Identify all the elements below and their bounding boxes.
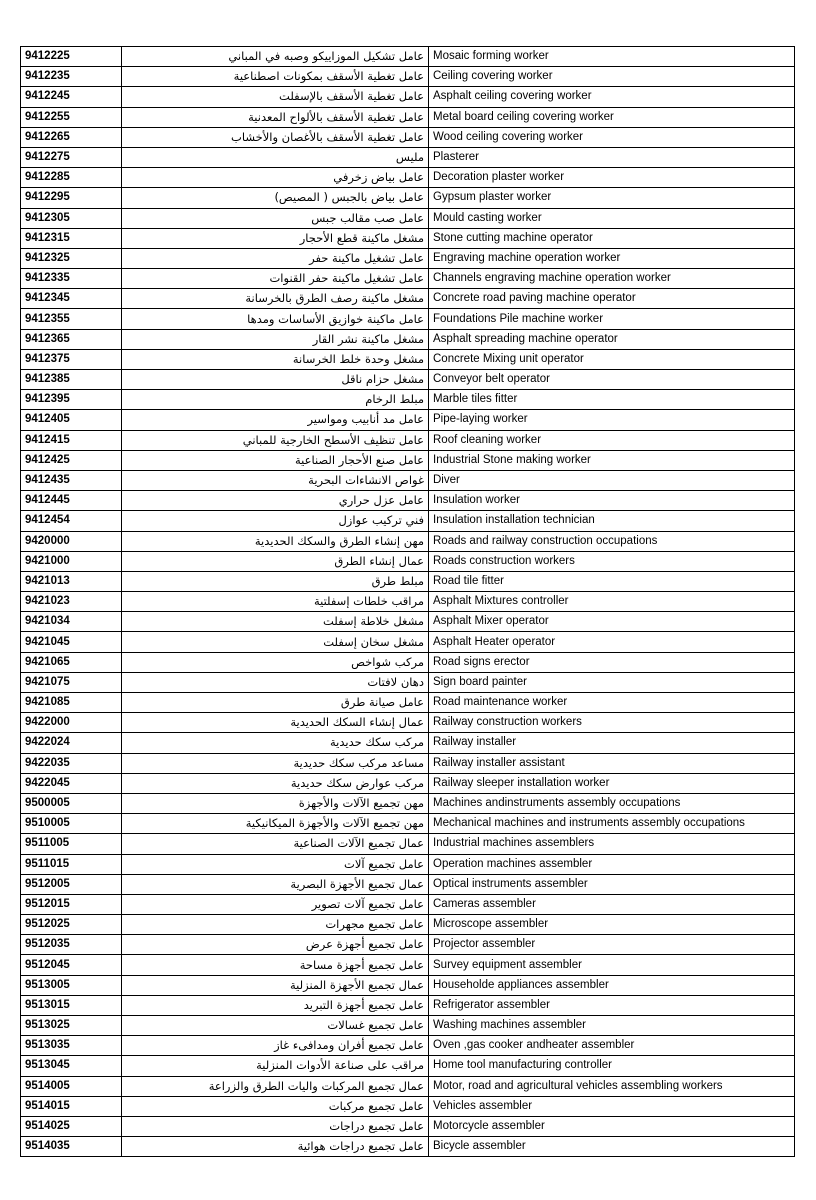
occupation-code: 9421023 (21, 592, 122, 612)
occupation-title-english: Marble tiles fitter (429, 390, 795, 410)
occupation-code: 9412345 (21, 289, 122, 309)
occupation-code: 9412325 (21, 248, 122, 268)
occupation-title-arabic: مشغل حزام ناقل (122, 370, 429, 390)
occupation-title-arabic: عامل تجميع أجهزة عرض (122, 935, 429, 955)
occupation-code: 9513035 (21, 1036, 122, 1056)
table-row (21, 713, 795, 733)
occupation-title-english: Washing machines assembler (429, 1016, 795, 1036)
occupation-title-arabic: عامل عزل حراري (122, 491, 429, 511)
table-row (21, 995, 795, 1015)
occupation-title-english: Engraving machine operation worker (429, 248, 795, 268)
occupation-code: 9412395 (21, 390, 122, 410)
occupation-title-english: Foundations Pile machine worker (429, 309, 795, 329)
table-row (21, 349, 795, 369)
occupation-title-english: Asphalt Heater operator (429, 632, 795, 652)
occupation-title-arabic: مراقب على صناعة الأدوات المنزلية (122, 1056, 429, 1076)
occupation-title-english: Insulation worker (429, 491, 795, 511)
occupation-title-english: Diver (429, 470, 795, 490)
occupation-title-english: Railway installer assistant (429, 753, 795, 773)
occupation-title-english: Roof cleaning worker (429, 430, 795, 450)
table-row (21, 1016, 795, 1036)
occupation-title-english: Motorcycle assembler (429, 1116, 795, 1136)
occupation-title-arabic: عمال تجميع الآلات الصناعية (122, 834, 429, 854)
occupation-title-arabic: مبلط الرخام (122, 390, 429, 410)
occupation-title-arabic: عامل صب مقالب جبس (122, 208, 429, 228)
occupation-title-arabic: عامل تجميع أجهزة التبريد (122, 995, 429, 1015)
table-row (21, 1096, 795, 1116)
occupation-code: 9412375 (21, 349, 122, 369)
occupation-title-english: Projector assembler (429, 935, 795, 955)
occupation-code: 9514015 (21, 1096, 122, 1116)
table-row (21, 1076, 795, 1096)
occupation-code: 9412225 (21, 47, 122, 67)
table-row (21, 854, 795, 874)
occupation-title-english: Cameras assembler (429, 894, 795, 914)
table-row (21, 1137, 795, 1157)
occupation-code: 9412445 (21, 491, 122, 511)
occupation-title-arabic: مراقب خلطات إسفلتية (122, 592, 429, 612)
table-row (21, 793, 795, 813)
occupation-code: 9511015 (21, 854, 122, 874)
occupation-title-english: Asphalt ceiling covering worker (429, 87, 795, 107)
occupation-title-arabic: عامل تجميع آلات (122, 854, 429, 874)
occupation-title-arabic: عامل ماكينة خوازيق الأساسات ومدها (122, 309, 429, 329)
table-row (21, 450, 795, 470)
occupation-title-english: Operation machines assembler (429, 854, 795, 874)
occupation-title-english: Decoration plaster worker (429, 168, 795, 188)
table-row (21, 531, 795, 551)
occupation-code: 9510005 (21, 814, 122, 834)
table-row (21, 208, 795, 228)
occupation-title-arabic: غواص الانشاءات البحرية (122, 470, 429, 490)
occupation-code: 9421065 (21, 652, 122, 672)
occupation-title-arabic: عامل مد أنابيب ومواسير (122, 410, 429, 430)
occupation-title-arabic: عامل تنظيف الأسطح الخارجية للمباني (122, 430, 429, 450)
occupation-title-arabic: مركب شواخص (122, 652, 429, 672)
table-row (21, 773, 795, 793)
table-row (21, 915, 795, 935)
occupation-title-english: Vehicles assembler (429, 1096, 795, 1116)
occupation-title-arabic: عامل بياض زخرفي (122, 168, 429, 188)
occupation-title-arabic: عامل تغطية الأسقف بالإسفلت (122, 87, 429, 107)
occupation-title-arabic: مشغل ماكينة قطع الأحجار (122, 228, 429, 248)
occupation-title-english: Asphalt Mixer operator (429, 612, 795, 632)
occupation-title-english: Industrial Stone making worker (429, 450, 795, 470)
occupation-code: 9422045 (21, 773, 122, 793)
table-row (21, 269, 795, 289)
table-row (21, 511, 795, 531)
occupation-title-english: Survey equipment assembler (429, 955, 795, 975)
occupation-code: 9512025 (21, 915, 122, 935)
occupation-title-english: Microscope assembler (429, 915, 795, 935)
table-row (21, 632, 795, 652)
document-page (20, 46, 795, 1157)
occupation-title-english: Motor, road and agricultural vehicles assembling workers (429, 1076, 795, 1096)
occupation-code: 9513025 (21, 1016, 122, 1036)
occupation-code: 9512005 (21, 874, 122, 894)
occupation-title-english: Insulation installation technician (429, 511, 795, 531)
occupation-code: 9421045 (21, 632, 122, 652)
table-row (21, 228, 795, 248)
occupation-title-arabic: عامل تغطية الأسقف بمكونات اصطناعية (122, 67, 429, 87)
table-row (21, 1036, 795, 1056)
occupation-title-english: Industrial machines assemblers (429, 834, 795, 854)
occupation-title-arabic: عامل تجميع آلات تصوير (122, 894, 429, 914)
table-row (21, 612, 795, 632)
table-row (21, 733, 795, 753)
occupation-title-english: Mosaic forming worker (429, 47, 795, 67)
occupation-code: 9421034 (21, 612, 122, 632)
occupation-title-arabic: عامل تجميع أفران ومدافىء غاز (122, 1036, 429, 1056)
occupation-code: 9421013 (21, 571, 122, 591)
occupation-code: 9420000 (21, 531, 122, 551)
table-row (21, 652, 795, 672)
occupation-code: 9421075 (21, 672, 122, 692)
occupation-title-english: Home tool manufacturing controller (429, 1056, 795, 1076)
occupation-title-english: Optical instruments assembler (429, 874, 795, 894)
table-row (21, 470, 795, 490)
occupation-title-arabic: فني تركيب عوازل (122, 511, 429, 531)
occupation-title-arabic: عمال تجميع المركبات واليات الطرق والزراعة (122, 1076, 429, 1096)
occupation-code: 9514005 (21, 1076, 122, 1096)
occupation-title-english: Stone cutting machine operator (429, 228, 795, 248)
occupation-code: 9512015 (21, 894, 122, 914)
occupation-title-arabic: مبلط طرق (122, 571, 429, 591)
occupation-title-arabic: مهن تجميع الآلات والأجهزة (122, 793, 429, 813)
occupation-code: 9412425 (21, 450, 122, 470)
occupation-code: 9412285 (21, 168, 122, 188)
occupation-title-arabic: مساعد مركب سكك حديدية (122, 753, 429, 773)
table-row (21, 874, 795, 894)
occupation-title-english: Metal board ceiling covering worker (429, 107, 795, 127)
occupation-code: 9412365 (21, 329, 122, 349)
table-row (21, 955, 795, 975)
table-row (21, 491, 795, 511)
occupation-title-arabic: مشغل سخان إسفلت (122, 632, 429, 652)
occupation-title-arabic: عامل تجميع دراجات (122, 1116, 429, 1136)
table-row (21, 370, 795, 390)
table-row (21, 188, 795, 208)
occupation-code: 9513005 (21, 975, 122, 995)
occupation-title-arabic: عامل بياض بالجبس ( المصيص) (122, 188, 429, 208)
table-row (21, 168, 795, 188)
table-row (21, 1056, 795, 1076)
table-row (21, 309, 795, 329)
occupation-code: 9412415 (21, 430, 122, 450)
occupation-title-english: Road tile fitter (429, 571, 795, 591)
occupation-title-english: Asphalt Mixtures controller (429, 592, 795, 612)
table-row (21, 147, 795, 167)
occupation-title-english: Roads and railway construction occupations (429, 531, 795, 551)
occupation-title-arabic: عامل تجميع غسالات (122, 1016, 429, 1036)
occupation-code: 9500005 (21, 793, 122, 813)
occupation-title-english: Concrete Mixing unit operator (429, 349, 795, 369)
occupation-title-arabic: عامل تجميع مركبات (122, 1096, 429, 1116)
occupation-title-english: Oven ,gas cooker andheater assembler (429, 1036, 795, 1056)
table-row (21, 693, 795, 713)
occupation-title-english: Householde appliances assembler (429, 975, 795, 995)
table-row (21, 1116, 795, 1136)
occupation-title-english: Road signs erector (429, 652, 795, 672)
occupation-title-english: Mould casting worker (429, 208, 795, 228)
table-row (21, 87, 795, 107)
occupation-code: 9422024 (21, 733, 122, 753)
occupation-title-english: Asphalt spreading machine operator (429, 329, 795, 349)
occupation-code: 9412454 (21, 511, 122, 531)
occupation-code: 9412435 (21, 470, 122, 490)
occupation-code: 9512035 (21, 935, 122, 955)
occupation-title-arabic: عامل تجميع دراجات هوائية (122, 1137, 429, 1157)
occupation-title-english: Bicycle assembler (429, 1137, 795, 1157)
occupation-code: 9514025 (21, 1116, 122, 1136)
table-row (21, 289, 795, 309)
table-row (21, 551, 795, 571)
occupation-code: 9412295 (21, 188, 122, 208)
occupation-code: 9412405 (21, 410, 122, 430)
occupation-code: 9412315 (21, 228, 122, 248)
occupation-title-english: Plasterer (429, 147, 795, 167)
occupation-title-arabic: عامل تشغيل ماكينة حفر القنوات (122, 269, 429, 289)
occupation-title-arabic: مركب عوارض سكك حديدية (122, 773, 429, 793)
occupation-code: 9412275 (21, 147, 122, 167)
table-row (21, 47, 795, 67)
table-row (21, 329, 795, 349)
occupation-title-arabic: عامل تشكيل الموزاييكو وصبه في المباني (122, 47, 429, 67)
occupation-title-english: Pipe-laying worker (429, 410, 795, 430)
occupation-title-english: Machines andinstruments assembly occupations (429, 793, 795, 813)
occupation-code: 9422035 (21, 753, 122, 773)
occupation-title-arabic: مليس (122, 147, 429, 167)
occupation-title-english: Concrete road paving machine operator (429, 289, 795, 309)
occupation-title-english: Mechanical machines and instruments assembly occupations (429, 814, 795, 834)
occupation-title-english: Railway sleeper installation worker (429, 773, 795, 793)
occupation-code: 9412235 (21, 67, 122, 87)
occupation-title-arabic: عامل صيانة طرق (122, 693, 429, 713)
occupation-title-arabic: مشغل خلاطة إسفلت (122, 612, 429, 632)
table-row (21, 390, 795, 410)
occupation-title-arabic: مهن إنشاء الطرق والسكك الحديدية (122, 531, 429, 551)
table-row (21, 753, 795, 773)
occupation-title-arabic: مشغل وحدة خلط الخرسانة (122, 349, 429, 369)
table-row (21, 410, 795, 430)
occupation-title-arabic: مهن تجميع الآلات والأجهزة الميكانيكية (122, 814, 429, 834)
table-row (21, 107, 795, 127)
occupation-code: 9412385 (21, 370, 122, 390)
occupation-title-english: Refrigerator assembler (429, 995, 795, 1015)
occupation-code: 9512045 (21, 955, 122, 975)
occupation-title-english: Railway construction workers (429, 713, 795, 733)
occupation-title-arabic: عامل تغطية الأسقف بالأغصان والأخشاب (122, 127, 429, 147)
table-row (21, 571, 795, 591)
occupation-title-english: Roads construction workers (429, 551, 795, 571)
occupation-code: 9511005 (21, 834, 122, 854)
occupation-title-arabic: عامل صنع الأحجار الصناعية (122, 450, 429, 470)
occupation-code: 9412335 (21, 269, 122, 289)
occupation-title-english: Gypsum plaster worker (429, 188, 795, 208)
table-row (21, 67, 795, 87)
table-row (21, 935, 795, 955)
table-row (21, 814, 795, 834)
table-row (21, 248, 795, 268)
occupation-code: 9412355 (21, 309, 122, 329)
occupation-title-arabic: عامل تجميع مجهرات (122, 915, 429, 935)
occupation-title-arabic: دهان لافتات (122, 672, 429, 692)
occupation-title-arabic: عامل تشغيل ماكينة حفر (122, 248, 429, 268)
occupation-title-arabic: عمال إنشاء الطرق (122, 551, 429, 571)
occupation-title-arabic: عمال تجميع الأجهزة البصرية (122, 874, 429, 894)
occupation-title-english: Conveyor belt operator (429, 370, 795, 390)
occupation-title-arabic: عمال تجميع الأجهزة المنزلية (122, 975, 429, 995)
occupation-code: 9513045 (21, 1056, 122, 1076)
occupation-title-arabic: مشغل ماكينة نشر القار (122, 329, 429, 349)
occupation-title-english: Road maintenance worker (429, 693, 795, 713)
occupation-code: 9422000 (21, 713, 122, 733)
table-row (21, 592, 795, 612)
occupation-code: 9421085 (21, 693, 122, 713)
occupation-title-arabic: عامل تجميع أجهزة مساحة (122, 955, 429, 975)
occupation-title-arabic: مركب سكك حديدية (122, 733, 429, 753)
table-row (21, 894, 795, 914)
occupation-title-english: Sign board painter (429, 672, 795, 692)
occupation-code: 9412265 (21, 127, 122, 147)
occupation-code: 9421000 (21, 551, 122, 571)
occupation-code: 9412305 (21, 208, 122, 228)
table-row (21, 834, 795, 854)
occupation-title-english: Railway installer (429, 733, 795, 753)
occupation-table (20, 46, 795, 1157)
occupation-title-english: Channels engraving machine operation worker (429, 269, 795, 289)
table-row (21, 430, 795, 450)
occupation-code: 9514035 (21, 1137, 122, 1157)
table-row (21, 975, 795, 995)
occupation-title-english: Wood ceiling covering worker (429, 127, 795, 147)
occupation-code: 9412255 (21, 107, 122, 127)
occupation-title-arabic: عمال إنشاء السكك الحديدية (122, 713, 429, 733)
occupation-title-arabic: عامل تغطية الأسقف بالألواح المعدنية (122, 107, 429, 127)
occupation-code: 9412245 (21, 87, 122, 107)
table-row (21, 127, 795, 147)
occupation-title-english: Ceiling covering worker (429, 67, 795, 87)
occupation-table-body (21, 47, 795, 1157)
occupation-code: 9513015 (21, 995, 122, 1015)
occupation-title-arabic: مشغل ماكينة رصف الطرق بالخرسانة (122, 289, 429, 309)
table-row (21, 672, 795, 692)
